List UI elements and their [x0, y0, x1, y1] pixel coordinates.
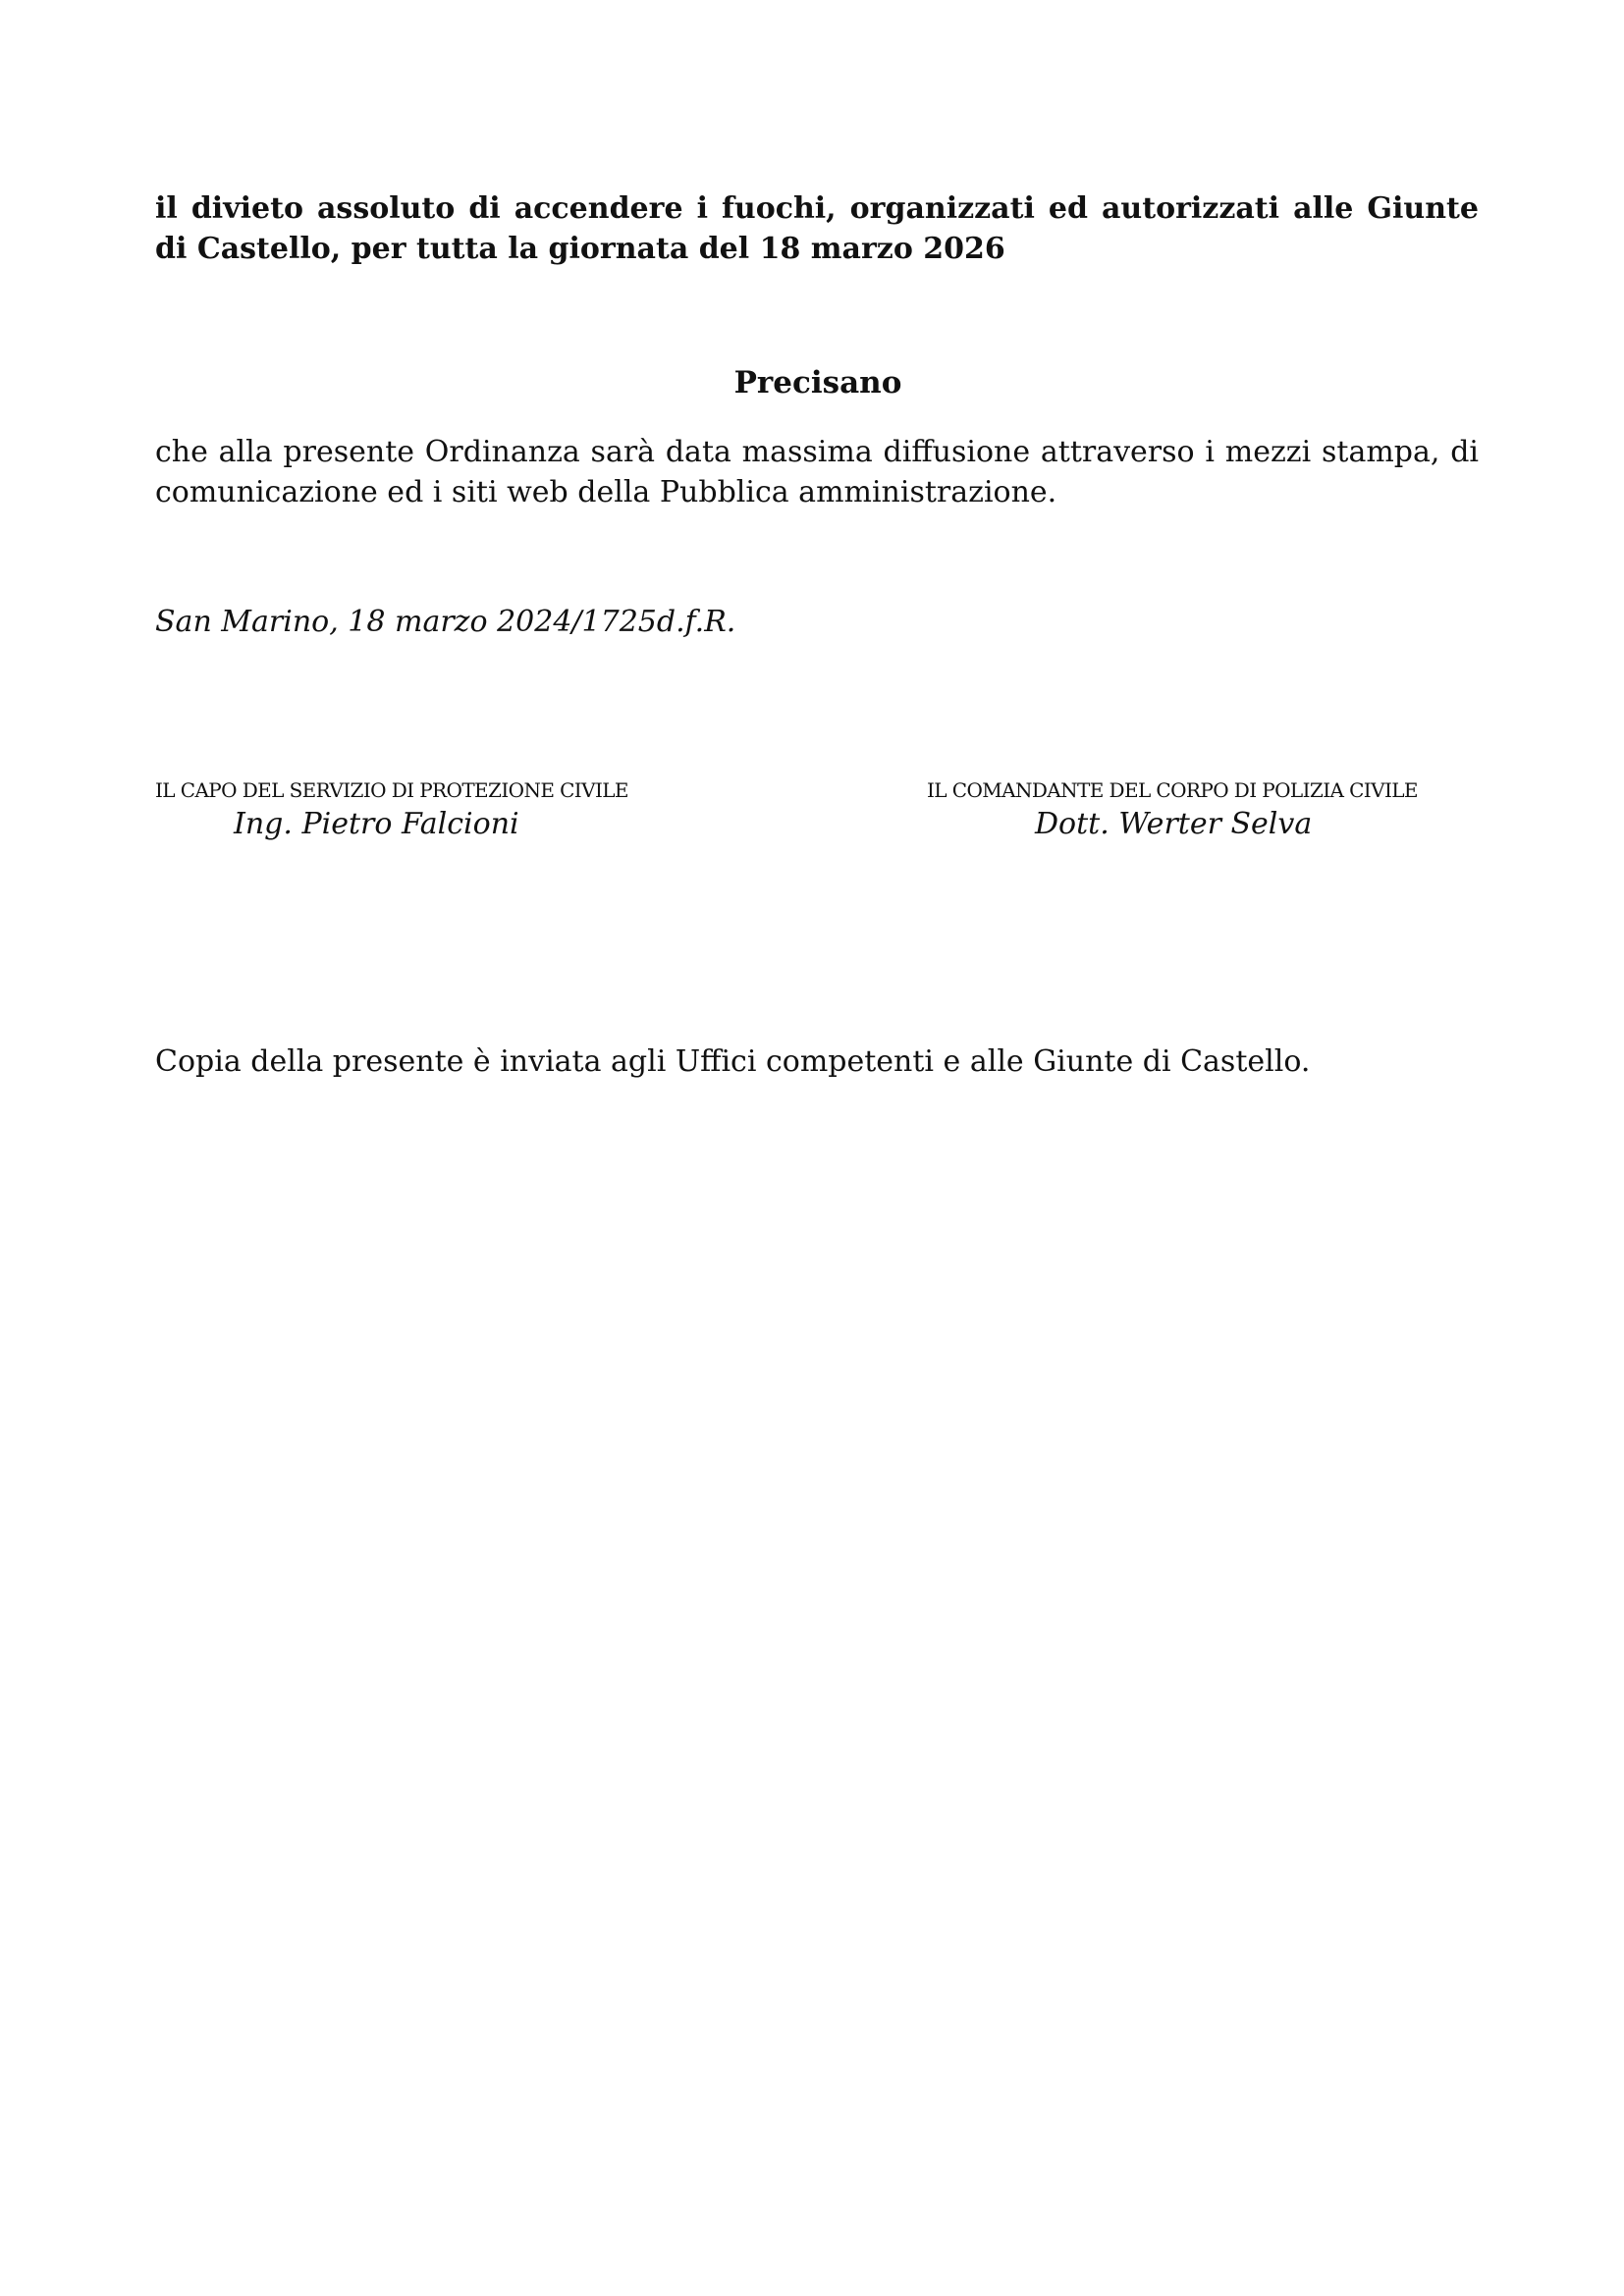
- signature-block-civil-police: [927, 777, 1516, 844]
- signatory-title: IL COMANDANTE DEL CORPO DI POLIZIA CIVILE: [927, 778, 1418, 802]
- decree-paragraph: il divieto assoluto di accendere i fuochi, organizzati ed autorizzati alle Giunte di Castello, per tutta la giornata del 18 marzo 2026: [155, 191, 1479, 266]
- signature-block-civil-protection: [155, 777, 705, 844]
- section-heading: Precisano: [733, 365, 902, 400]
- copy-distribution-note: Copia della presente è inviata agli Uffici competenti e alle Giunte di Castello.: [155, 1044, 1311, 1079]
- signatory-name: Ing. Pietro Falcioni: [234, 807, 519, 841]
- signatory-name: Dott. Werter Selva: [1035, 807, 1313, 841]
- clarification-paragraph: che alla presente Ordinanza sarà data massima diffusione attraverso i mezzi stampa, di comunicazione ed i siti web della Pubblica amministrazione.: [155, 435, 1479, 509]
- signatory-title: IL CAPO DEL SERVIZIO DI PROTEZIONE CIVILE: [155, 778, 628, 802]
- place-date-line: San Marino, 18 marzo 2024/1725d.f.R.: [155, 605, 736, 639]
